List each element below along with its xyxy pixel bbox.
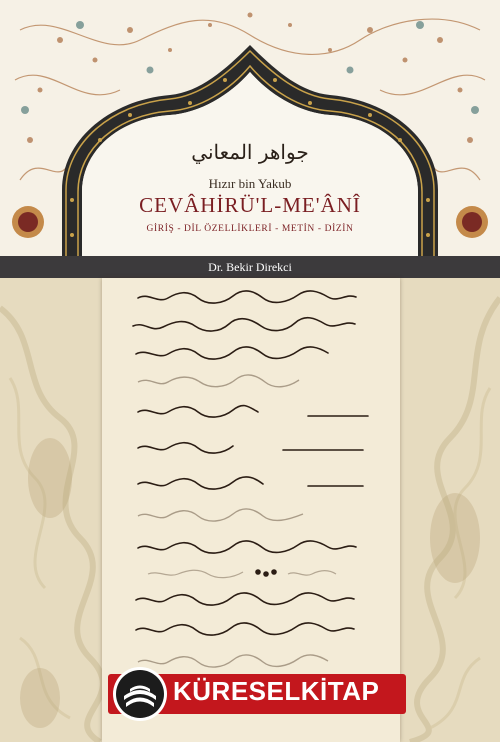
book-subtitle: GİRİŞ - DİL ÖZELLİKLERİ - METİN - DİZİN (146, 224, 354, 234)
arabic-title: جواهر المعاني (191, 140, 309, 164)
publisher-logo-icon (112, 666, 168, 722)
book-title: CEVÂHİRÜ'L-ME'ÂNÎ (139, 193, 361, 217)
ornament-panel (0, 0, 500, 256)
author-name: Hızır bin Yakub (208, 176, 292, 191)
publisher-name: KÜRESELKİTAP (173, 676, 380, 706)
editor-name: Dr. Bekir Direkci (208, 260, 292, 274)
